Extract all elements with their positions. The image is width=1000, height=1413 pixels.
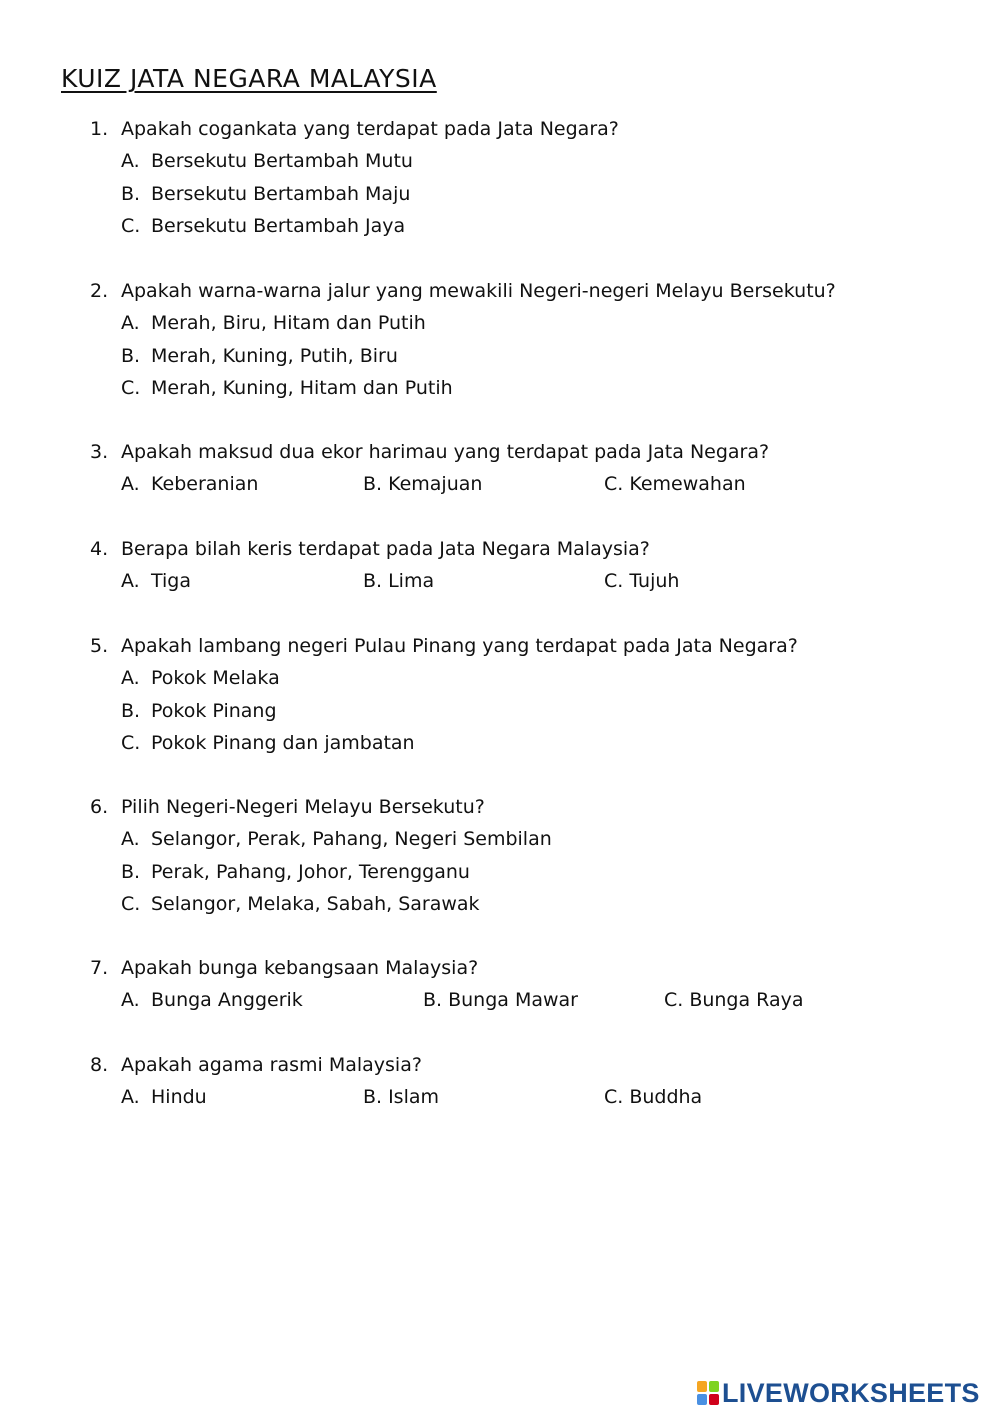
page-title: KUIZ JATA NEGARA MALAYSIA — [61, 64, 437, 93]
option-text: Kemewahan — [629, 473, 746, 496]
option-text: Pokok Pinang — [151, 699, 277, 722]
option-c[interactable] — [121, 372, 970, 404]
question-6 — [90, 791, 970, 921]
option-letter: C. — [604, 473, 624, 496]
question-number: 6. — [90, 796, 109, 818]
option-c[interactable] — [664, 984, 804, 1016]
option-letter: A. — [121, 473, 140, 496]
option-letter: C. — [121, 215, 141, 238]
option-letter: A. — [121, 150, 140, 173]
question-text: Apakah agama rasmi Malaysia? — [121, 1054, 422, 1076]
logo-text: LIVEWORKSHEETS — [722, 1377, 980, 1408]
option-text: Selangor, Melaka, Sabah, Sarawak — [151, 893, 480, 916]
option-text: Bunga Raya — [689, 989, 804, 1012]
option-letter: C. — [121, 377, 141, 400]
option-letter: B. — [363, 473, 383, 496]
option-text: Tiga — [151, 570, 192, 593]
question-number: 7. — [90, 957, 109, 979]
option-text: Bersekutu Bertambah Maju — [151, 182, 411, 205]
option-letter: A. — [121, 1086, 140, 1109]
question-8 — [90, 1049, 970, 1114]
question-2 — [90, 275, 970, 405]
option-text: Merah, Kuning, Hitam dan Putih — [151, 377, 453, 400]
option-text: Bunga Mawar — [448, 989, 578, 1012]
option-text: Bersekutu Bertambah Mutu — [151, 150, 413, 173]
option-c[interactable] — [604, 1081, 702, 1113]
option-b[interactable] — [121, 856, 970, 888]
option-letter: C. — [604, 1086, 624, 1109]
option-c[interactable] — [121, 210, 970, 242]
question-text: Apakah lambang negeri Pulau Pinang yang terdapat pada Jata Negara? — [121, 635, 798, 657]
liveworksheets-logo[interactable] — [697, 1377, 980, 1409]
question-number: 1. — [90, 118, 109, 140]
option-a[interactable] — [121, 307, 970, 339]
option-text: Buddha — [629, 1086, 703, 1109]
option-a[interactable] — [121, 823, 970, 855]
option-text: Bersekutu Bertambah Jaya — [151, 215, 406, 238]
option-b[interactable] — [363, 468, 604, 500]
option-text: Merah, Biru, Hitam dan Putih — [151, 312, 426, 335]
option-text: Merah, Kuning, Putih, Biru — [151, 344, 398, 367]
option-letter: A. — [121, 828, 140, 851]
option-text: Hindu — [151, 1086, 207, 1109]
question-number: 2. — [90, 280, 109, 302]
option-a[interactable] — [121, 1081, 363, 1113]
question-number: 3. — [90, 441, 109, 463]
liveworksheets-logo-icon — [697, 1381, 719, 1405]
option-b[interactable] — [121, 340, 970, 372]
option-text: Kemajuan — [388, 473, 483, 496]
question-5 — [90, 630, 970, 760]
option-letter: B. — [121, 699, 141, 722]
option-b[interactable] — [121, 695, 970, 727]
option-text: Keberanian — [151, 473, 259, 496]
option-a[interactable] — [121, 662, 970, 694]
question-7 — [90, 952, 970, 1017]
question-1 — [90, 113, 970, 243]
option-text: Selangor, Perak, Pahang, Negeri Sembilan — [151, 828, 552, 851]
option-text: Tujuh — [629, 570, 680, 593]
option-letter: B. — [121, 860, 141, 883]
question-number: 4. — [90, 538, 109, 560]
option-c[interactable] — [604, 468, 746, 500]
option-letter: C. — [604, 570, 624, 593]
question-text: Apakah maksud dua ekor harimau yang terdapat pada Jata Negara? — [121, 441, 770, 463]
question-3 — [90, 436, 970, 501]
option-c[interactable] — [121, 888, 970, 920]
option-b[interactable] — [363, 565, 604, 597]
option-letter: B. — [363, 570, 383, 593]
option-a[interactable] — [121, 468, 363, 500]
question-text: Apakah cogankata yang terdapat pada Jata Negara? — [121, 118, 619, 140]
question-text: Apakah warna-warna jalur yang mewakili Negeri-negeri Melayu Bersekutu? — [121, 280, 836, 302]
option-c[interactable] — [121, 727, 970, 759]
question-text: Pilih Negeri-Negeri Melayu Bersekutu? — [121, 796, 485, 818]
option-text: Islam — [388, 1086, 440, 1109]
option-letter: C. — [664, 989, 684, 1012]
option-text: Perak, Pahang, Johor, Terengganu — [151, 860, 470, 883]
question-4 — [90, 533, 970, 598]
option-a[interactable] — [121, 565, 363, 597]
option-letter: C. — [121, 732, 141, 755]
option-b[interactable] — [423, 984, 664, 1016]
question-number: 8. — [90, 1054, 109, 1076]
option-letter: B. — [423, 989, 443, 1012]
question-text: Apakah bunga kebangsaan Malaysia? — [121, 957, 479, 979]
option-a[interactable] — [121, 145, 970, 177]
option-text: Bunga Anggerik — [151, 989, 303, 1012]
option-letter: A. — [121, 989, 140, 1012]
option-a[interactable] — [121, 984, 423, 1016]
option-text: Pokok Melaka — [151, 667, 280, 690]
option-text: Pokok Pinang dan jambatan — [151, 732, 415, 755]
option-b[interactable] — [363, 1081, 604, 1113]
option-letter: B. — [121, 344, 141, 367]
question-text: Berapa bilah keris terdapat pada Jata Negara Malaysia? — [121, 538, 650, 560]
option-letter: C. — [121, 893, 141, 916]
question-number: 5. — [90, 635, 109, 657]
option-letter: A. — [121, 667, 140, 690]
option-letter: B. — [363, 1086, 383, 1109]
option-b[interactable] — [121, 178, 970, 210]
option-text: Lima — [388, 570, 435, 593]
option-c[interactable] — [604, 565, 679, 597]
option-letter: A. — [121, 570, 140, 593]
option-letter: A. — [121, 312, 140, 335]
option-letter: B. — [121, 182, 141, 205]
